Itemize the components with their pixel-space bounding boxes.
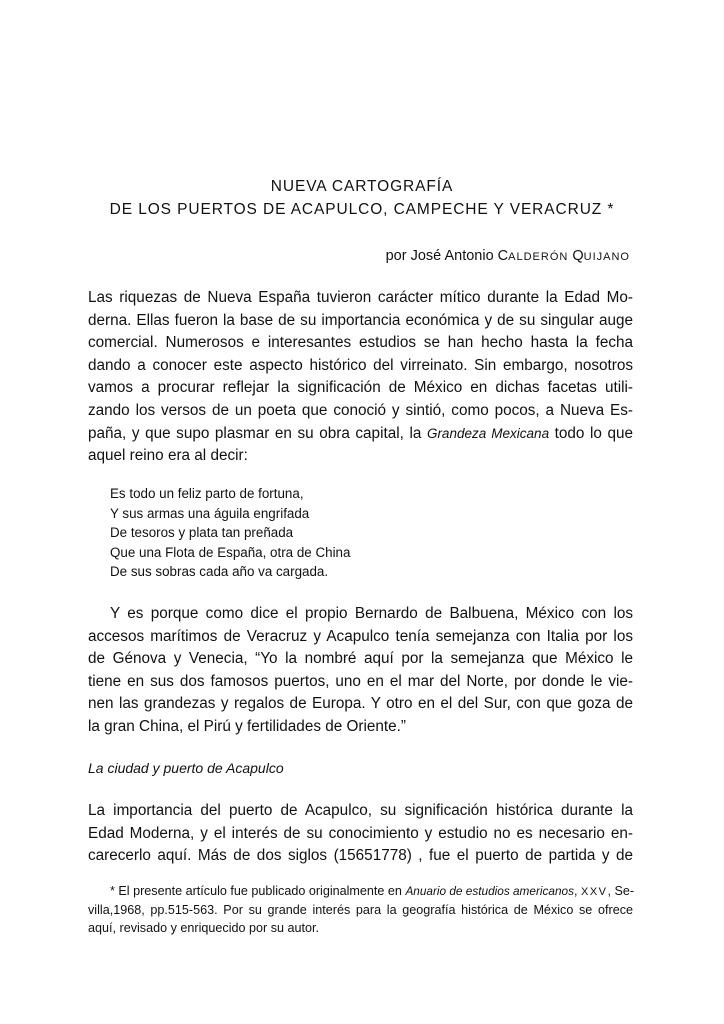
- verse-line: Que una Flota de España, otra de China: [110, 544, 351, 560]
- journal-volume: XXV: [580, 886, 608, 898]
- paragraph-line: nen las grandezas y regalos de Europa. Y otro en el del Sur, con que goza de: [88, 695, 633, 713]
- footnote-line: aquí, revisado y enriquecido por su autor.: [88, 921, 320, 935]
- surname1-rest: ALDERÓN: [508, 251, 569, 263]
- work-title-italic: Grandeza Mexicana: [426, 425, 550, 441]
- paragraph-line: comercial. Numerosos e interesantes estudios se han hecho hasta la fecha: [88, 334, 633, 352]
- footnote-text: , Se-: [607, 884, 635, 898]
- paragraph-line: Y es porque como dice el propio Bernardo de Balbuena, México con los: [110, 605, 633, 622]
- paragraph-line: aquel reino era al decir:: [88, 447, 248, 465]
- paragraph-line: derna. Ellas fueron la base de su importancia económica y de su singular auge: [88, 311, 633, 329]
- verse-line: De tesoros y plata tan preñada: [110, 525, 294, 541]
- author-byline: [386, 246, 630, 267]
- line-text: paña, y que supo plasmar en su obra capital, la: [88, 424, 427, 442]
- footnote-text: * El presente artículo fue publicado originalmente en: [110, 884, 406, 898]
- surname2-rest: UIJANO: [583, 251, 630, 263]
- paragraph-balbuena: [88, 603, 633, 739]
- paragraph-line: la gran China, el Pirú y fertilidades de Oriente.”: [88, 717, 406, 735]
- article-title-line-1: NUEVA CARTOGRAFÍA: [270, 178, 454, 195]
- article-title-line-2: DE LOS PUERTOS DE ACAPULCO, CAMPECHE Y VERACRUZ *: [109, 201, 615, 218]
- byline-prefix: por José Antonio: [385, 248, 498, 264]
- paragraph-line: vamos a procurar reflejar la significación de México en dichas facetas utili-: [88, 379, 633, 397]
- paragraph-line: carecerlo aquí. Más de dos siglos (15651778) , fue el puerto de partida y de: [88, 847, 633, 865]
- paragraph-line: La importancia del puerto de Acapulco, su significación histórica durante la: [88, 802, 633, 819]
- line-text: todo lo que: [549, 424, 633, 442]
- verse-quotation: [110, 484, 350, 582]
- paragraph-line: de Génova y Venecia, “Yo la nombré aquí por la semejanza que México le: [88, 650, 633, 668]
- section-heading: La ciudad y puerto de Acapulco: [88, 760, 284, 776]
- footnote-separator: ,: [573, 884, 581, 898]
- paragraph-line: [88, 423, 633, 446]
- paragraph-line: accesos marítimos de Veracruz y Acapulco tenía semejanza con Italia por los: [88, 627, 633, 645]
- footnote-line: villa,1968, pp.515-563. Por su grande interés para la geografía histórica de México se ofrece: [88, 903, 633, 917]
- surname2-initial: Q: [572, 248, 584, 264]
- paragraph-line: tiene en sus dos famosos puertos, uno en el mar del Norte, por donde le vie-: [88, 672, 633, 690]
- paragraph-acapulco: [88, 800, 633, 868]
- paragraph-line: zando los versos de un poeta que conoció y sintió, como pocos, a Nueva Es-: [88, 401, 633, 419]
- verse-line: Es todo un feliz parto de fortuna,: [110, 486, 304, 501]
- paragraph-line: Edad Moderna, y el interés de su conocimiento y estudio no es necesario en-: [88, 824, 633, 842]
- footnote: [88, 882, 633, 937]
- journal-title-italic: Anuario de estudios americanos: [405, 884, 574, 898]
- paragraph-intro: [88, 287, 633, 468]
- paragraph-line: Las riquezas de Nueva España tuvieron carácter mítico durante la Edad Mo-: [88, 289, 633, 306]
- footnote-line: [88, 882, 633, 901]
- paragraph-line: dando a conocer este aspecto histórico del virreinato. Sin embargo, nosotros: [88, 356, 633, 374]
- verse-line: De sus sobras cada año va cargada.: [110, 564, 329, 580]
- verse-line: Y sus armas una águila engrifada: [110, 505, 310, 521]
- surname1-initial: C: [497, 248, 509, 264]
